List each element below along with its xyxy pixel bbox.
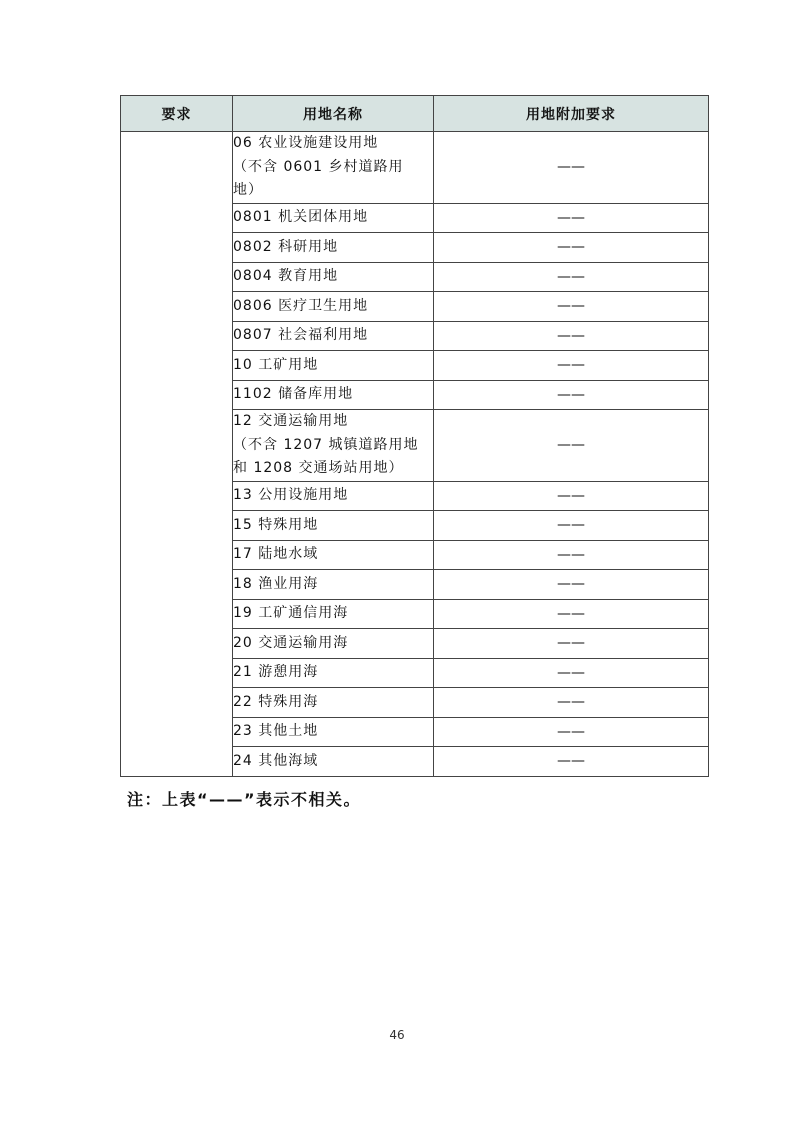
extra-requirement-cell: ——	[434, 629, 709, 659]
extra-requirement-cell: ——	[434, 747, 709, 777]
land-name-cell: 22 特殊用海	[233, 688, 434, 718]
table-row	[121, 132, 709, 204]
header-extra-requirement: 用地附加要求	[434, 96, 709, 132]
table-header-row	[121, 96, 709, 132]
land-name-cell: 0806 医疗卫生用地	[233, 292, 434, 322]
extra-requirement-cell: ——	[434, 203, 709, 233]
land-name-cell: 13 公用设施用地	[233, 481, 434, 511]
extra-requirement-cell: ——	[434, 599, 709, 629]
land-name-cell: 0801 机关团体用地	[233, 203, 434, 233]
table-note: 注：上表“——”表示不相关。	[127, 790, 362, 809]
extra-requirement-cell: ——	[434, 481, 709, 511]
table-body	[121, 132, 709, 777]
land-name-cell: 0804 教育用地	[233, 262, 434, 292]
header-land-name: 用地名称	[233, 96, 434, 132]
land-use-table	[120, 95, 709, 777]
extra-requirement-cell: ——	[434, 292, 709, 322]
requirement-merged-cell	[121, 132, 233, 777]
extra-requirement-cell: ——	[434, 570, 709, 600]
extra-requirement-cell: ——	[434, 351, 709, 381]
extra-requirement-cell: ——	[434, 717, 709, 747]
extra-requirement-cell: ——	[434, 658, 709, 688]
extra-requirement-cell: ——	[434, 262, 709, 292]
extra-requirement-cell: ——	[434, 321, 709, 351]
extra-requirement-cell: ——	[434, 233, 709, 263]
extra-requirement-cell: ——	[434, 511, 709, 541]
land-name-cell: 24 其他海域	[233, 747, 434, 777]
land-name-cell: 06 农业设施建设用地 （不含 0601 乡村道路用 地）	[233, 132, 434, 204]
extra-requirement-cell: ——	[434, 132, 709, 204]
land-name-cell: 0807 社会福利用地	[233, 321, 434, 351]
land-name-cell: 21 游憩用海	[233, 658, 434, 688]
extra-requirement-cell: ——	[434, 380, 709, 410]
page-number: 46	[389, 1028, 405, 1042]
land-name-cell: 20 交通运输用海	[233, 629, 434, 659]
land-name-cell: 17 陆地水域	[233, 540, 434, 570]
header-requirement: 要求	[121, 96, 233, 132]
land-name-cell: 15 特殊用地	[233, 511, 434, 541]
extra-requirement-cell: ——	[434, 688, 709, 718]
land-name-cell: 23 其他土地	[233, 717, 434, 747]
land-name-cell: 0802 科研用地	[233, 233, 434, 263]
land-name-cell: 19 工矿通信用海	[233, 599, 434, 629]
land-name-cell: 10 工矿用地	[233, 351, 434, 381]
extra-requirement-cell: ——	[434, 410, 709, 482]
land-name-cell: 1102 储备库用地	[233, 380, 434, 410]
land-name-cell: 18 渔业用海	[233, 570, 434, 600]
land-name-cell: 12 交通运输用地 （不含 1207 城镇道路用地 和 1208 交通场站用地）	[233, 410, 434, 482]
extra-requirement-cell: ——	[434, 540, 709, 570]
